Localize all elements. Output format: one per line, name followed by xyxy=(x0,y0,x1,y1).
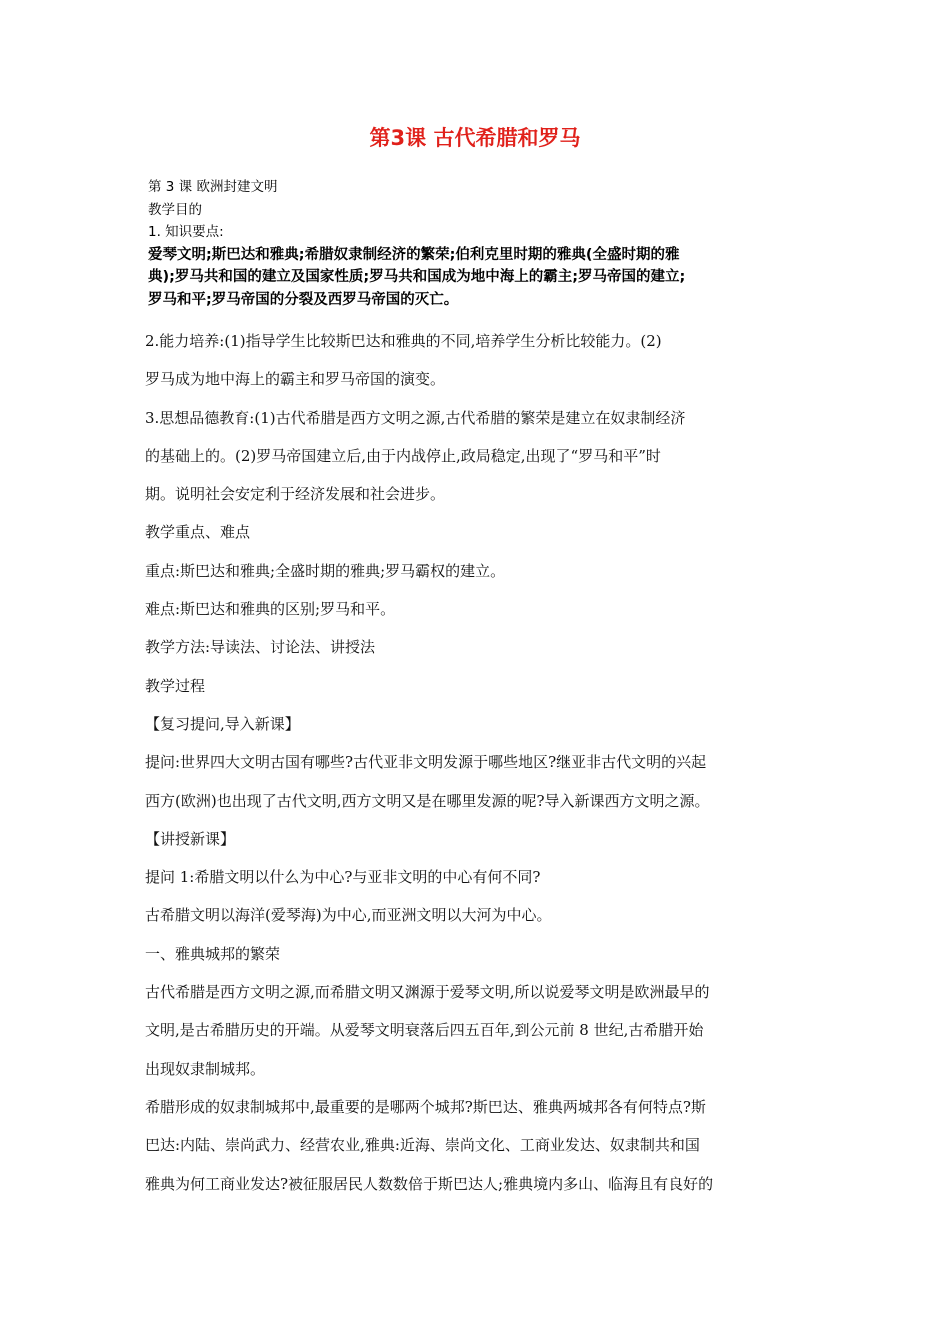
body-line: 罗马成为地中海上的霸主和罗马帝国的演变。 xyxy=(145,370,446,389)
body-line: 教学重点、难点 xyxy=(145,523,251,542)
body-line: 文明,是古希腊历史的开端。从爱琴文明衰落后四五百年,到公元前 8 世纪,古希腊开始 xyxy=(145,1021,704,1040)
scanned-line: 第 3 课 欧洲封建文明 xyxy=(148,179,278,195)
body-line: 2.能力培养:(1)指导学生比较斯巴达和雅典的不同,培养学生分析比较能力。(2) xyxy=(145,332,662,350)
body-line: 【讲授新课】 xyxy=(145,829,236,848)
page-title: 第3课 古代希腊和罗马 xyxy=(369,126,581,150)
body-text xyxy=(145,322,813,1203)
body-line: 3.思想品德教育:(1)古代希腊是西方文明之源,古代希腊的繁荣是建立在奴隶制经济 xyxy=(145,408,686,427)
body-line: 提问 1:希腊文明以什么为中心?与亚非文明的中心有何不同? xyxy=(145,868,541,887)
body-line: 的基础上的。(2)罗马帝国建立后,由于内战停止,政局稳定,出现了“罗马和平”时 xyxy=(145,446,661,465)
scanned-text-block xyxy=(148,176,808,311)
scanned-line: 教学目的 xyxy=(148,201,202,218)
body-line: 【复习提问,导入新课】 xyxy=(145,714,300,733)
scanned-line: 爱琴文明;斯巴达和雅典;希腊奴隶制经济的繁荣;伯利克里时期的雅典(全盛时期的雅 xyxy=(148,246,680,263)
scanned-line: 1. 知识要点: xyxy=(148,224,224,240)
body-line: 西方(欧洲)也出现了古代文明,西方文明又是在哪里发源的呢?导入新课西方文明之源。 xyxy=(145,791,710,810)
body-line: 巴达:内陆、崇尚武力、经营农业,雅典:近海、崇尚文化、工商业发达、奴隶制共和国 xyxy=(145,1136,700,1155)
body-line: 希腊形成的奴隶制城邦中,最重要的是哪两个城邦?斯巴达、雅典两城邦各有何特点?斯 xyxy=(145,1097,706,1116)
body-line: 一、雅典城邦的繁荣 xyxy=(145,944,281,963)
body-line: 教学方法:导读法、讨论法、讲授法 xyxy=(145,638,376,657)
body-line: 难点:斯巴达和雅典的区别;罗马和平。 xyxy=(145,600,396,619)
body-line: 雅典为何工商业发达?被征服居民人数数倍于斯巴达人;雅典境内多山、临海且有良好的 xyxy=(145,1174,714,1193)
scanned-line: 典);罗马共和国的建立及国家性质;罗马共和国成为地中海上的霸主;罗马帝国的建立; xyxy=(148,269,686,285)
body-line: 出现奴隶制城邦。 xyxy=(145,1059,266,1078)
body-line: 提问:世界四大文明古国有哪些?古代亚非文明发源于哪些地区?继亚非古代文明的兴起 xyxy=(145,753,707,772)
body-line: 期。说明社会安定利于经济发展和社会进步。 xyxy=(145,485,446,504)
body-line: 古代希腊是西方文明之源,而希腊文明又渊源于爱琴文明,所以说爱琴文明是欧洲最早的 xyxy=(145,983,710,1002)
body-line: 重点:斯巴达和雅典;全盛时期的雅典;罗马霸权的建立。 xyxy=(145,561,506,580)
body-line: 古希腊文明以海洋(爱琴海)为中心,而亚洲文明以大河为中心。 xyxy=(145,906,552,925)
body-line: 教学过程 xyxy=(145,676,206,695)
scanned-line: 罗马和平;罗马帝国的分裂及西罗马帝国的灭亡。 xyxy=(148,291,459,308)
